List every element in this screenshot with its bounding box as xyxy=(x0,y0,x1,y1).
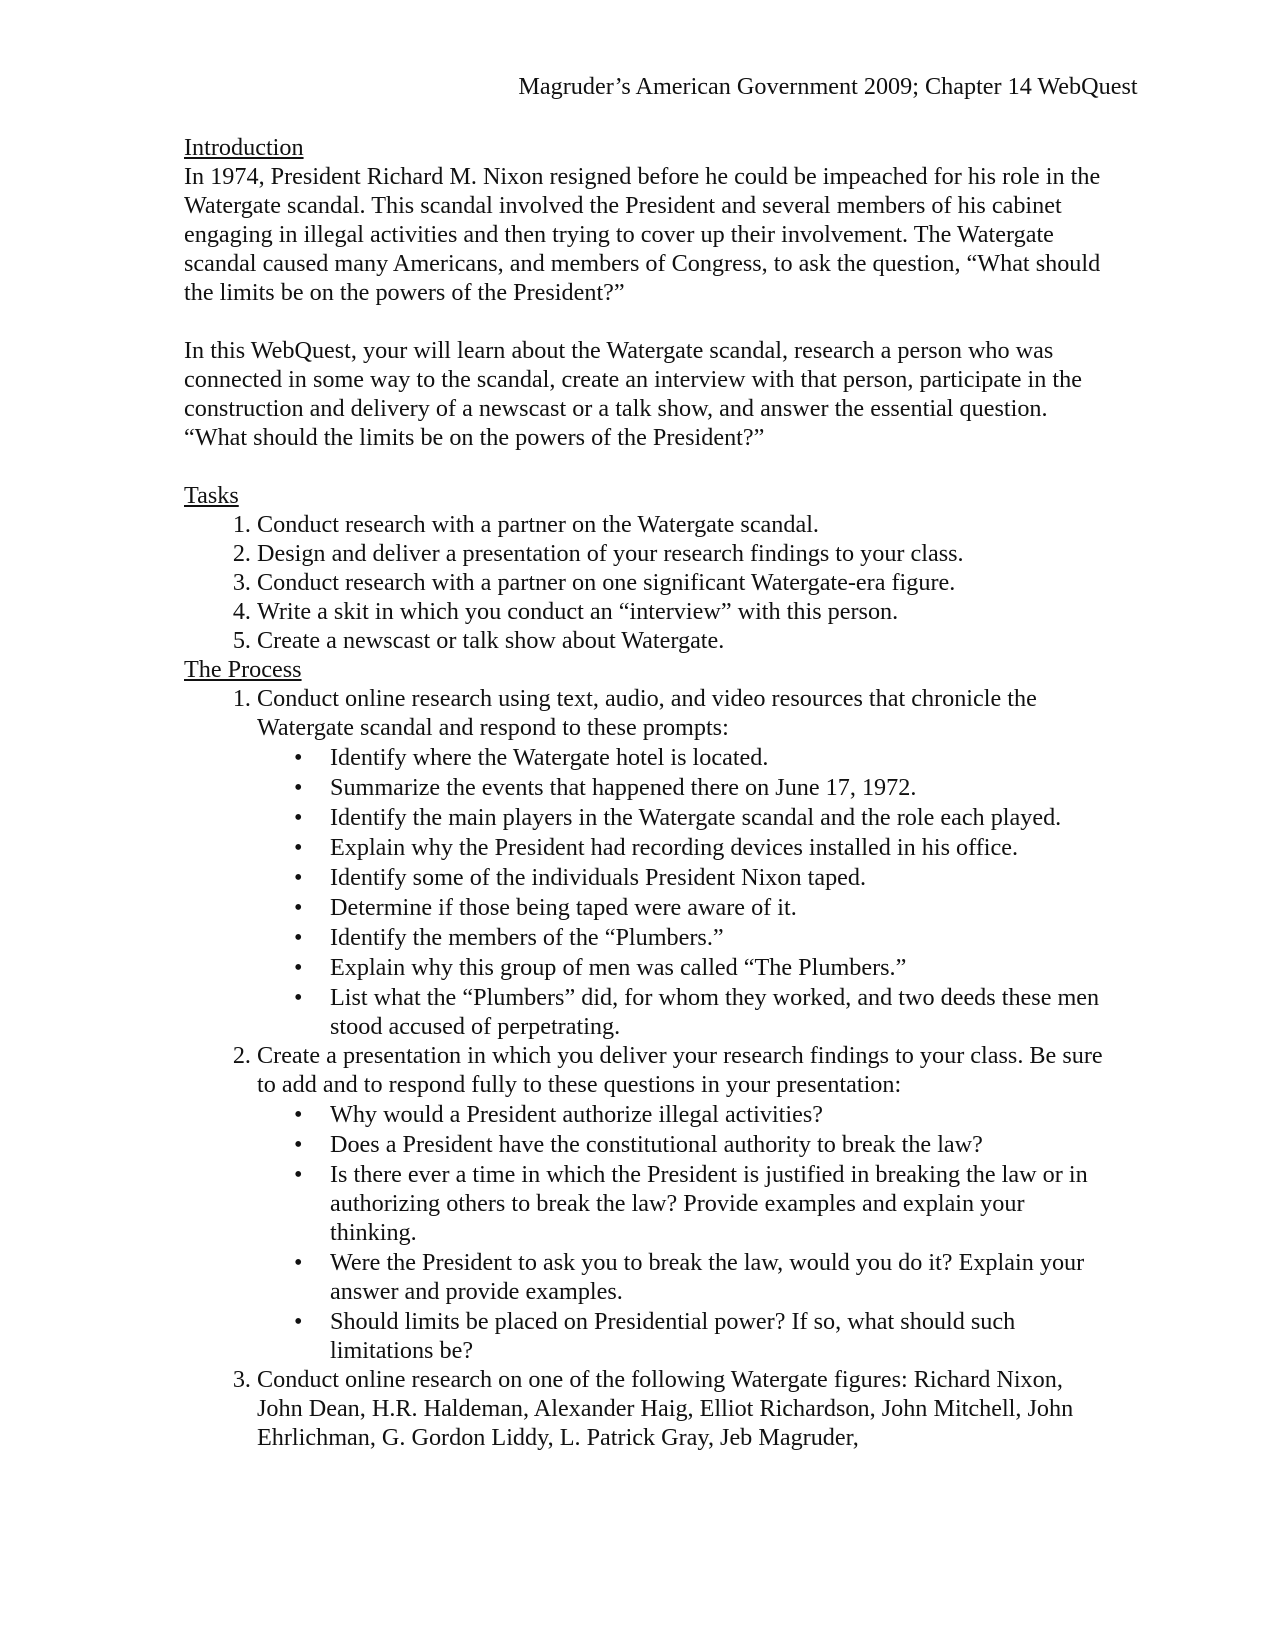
presentation-questions-list xyxy=(257,1100,1104,1365)
question-item: • Why would a President authorize illegal activities? xyxy=(330,1100,1104,1129)
task-item: 3. Conduct research with a partner on one significant Watergate-era figure. xyxy=(257,568,1104,597)
question-item: • Does a President have the constitutional authority to break the law? xyxy=(330,1130,1104,1159)
task-item: 5. Create a newscast or talk show about Watergate. xyxy=(257,626,1104,655)
question-item: • Were the President to ask you to break the law, would you do it? Explain your answer and provide examples. xyxy=(330,1248,1104,1306)
prompt-item: • Explain why the President had recording devices installed in his office. xyxy=(330,833,1104,862)
prompt-item: • List what the “Plumbers” did, for whom they worked, and two deeds these men stood accused of perpetrating. xyxy=(330,983,1104,1041)
tasks-list xyxy=(184,510,1104,655)
task-item: 1. Conduct research with a partner on the Watergate scandal. xyxy=(257,510,1104,539)
introduction-section xyxy=(184,133,1104,452)
prompt-item: • Identify some of the individuals President Nixon taped. xyxy=(330,863,1104,892)
document-page xyxy=(184,72,1138,1452)
introduction-paragraph: In 1974, President Richard M. Nixon resigned before he could be impeached for his role in the Watergate scandal. This scandal involved the President and several members of his cabinet engaging in illegal activities and then trying to cover up their involvement. The Watergate scandal caused many Americans, and members of Congress, to ask the question, “What should the limits be on the powers of the President?” xyxy=(184,163,1101,306)
process-step xyxy=(257,1041,1104,1365)
prompt-item: • Identify the members of the “Plumbers.” xyxy=(330,923,1104,952)
process-step xyxy=(257,684,1104,1041)
prompt-item: • Identify where the Watergate hotel is located. xyxy=(330,743,1104,772)
process-step xyxy=(257,1365,1104,1452)
tasks-section xyxy=(184,481,1104,655)
prompt-item: • Summarize the events that happened there on June 17, 1972. xyxy=(330,773,1104,802)
prompt-item: • Explain why this group of men was called “The Plumbers.” xyxy=(330,953,1104,982)
introduction-heading: Introduction xyxy=(184,134,304,161)
process-step-text: 3. Conduct online research on one of the following Watergate figures: Richard Nixon, John Dean, H.R. Haldeman, Alexander Haig, Elliot Richardson, John Mitchell, John Ehrlichman, G. Gordon Liddy, L. Patrick Gray, Jeb Magruder, xyxy=(257,1366,1074,1451)
webquest-paragraph: In this WebQuest, your will learn about the Watergate scandal, research a person who was connected in some way to the scandal, create an interview with that person, participate in the construction and delivery of a newscast or a talk show, and answer the essential question. “What should the limits be on the powers of the President?” xyxy=(184,337,1082,451)
question-item: • Is there ever a time in which the President is justified in breaking the law or in authorizing others to break the law? Provide examples and explain your thinking. xyxy=(330,1160,1104,1247)
prompt-item: • Determine if those being taped were aware of it. xyxy=(330,893,1104,922)
process-section xyxy=(184,655,1104,1452)
question-item: • Should limits be placed on Presidential power? If so, what should such limitations be? xyxy=(330,1307,1104,1365)
process-heading: The Process xyxy=(184,656,302,683)
process-step-text: 2. Create a presentation in which you deliver your research findings to your class. Be sure to add and to respond fully to these questions in your presentation: xyxy=(257,1042,1103,1098)
process-list xyxy=(184,684,1104,1452)
process-step-text: 1. Conduct online research using text, audio, and video resources that chronicle the Watergate scandal and respond to these prompts: xyxy=(257,685,1037,741)
prompt-item: • Identify the main players in the Watergate scandal and the role each played. xyxy=(330,803,1104,832)
task-item: 4. Write a skit in which you conduct an “interview” with this person. xyxy=(257,597,1104,626)
tasks-heading: Tasks xyxy=(184,482,239,509)
document-title: Magruder’s American Government 2009; Chapter 14 WebQuest xyxy=(518,73,1138,100)
task-item: 2. Design and deliver a presentation of your research findings to your class. xyxy=(257,539,1104,568)
research-prompts-list xyxy=(257,743,1104,1041)
